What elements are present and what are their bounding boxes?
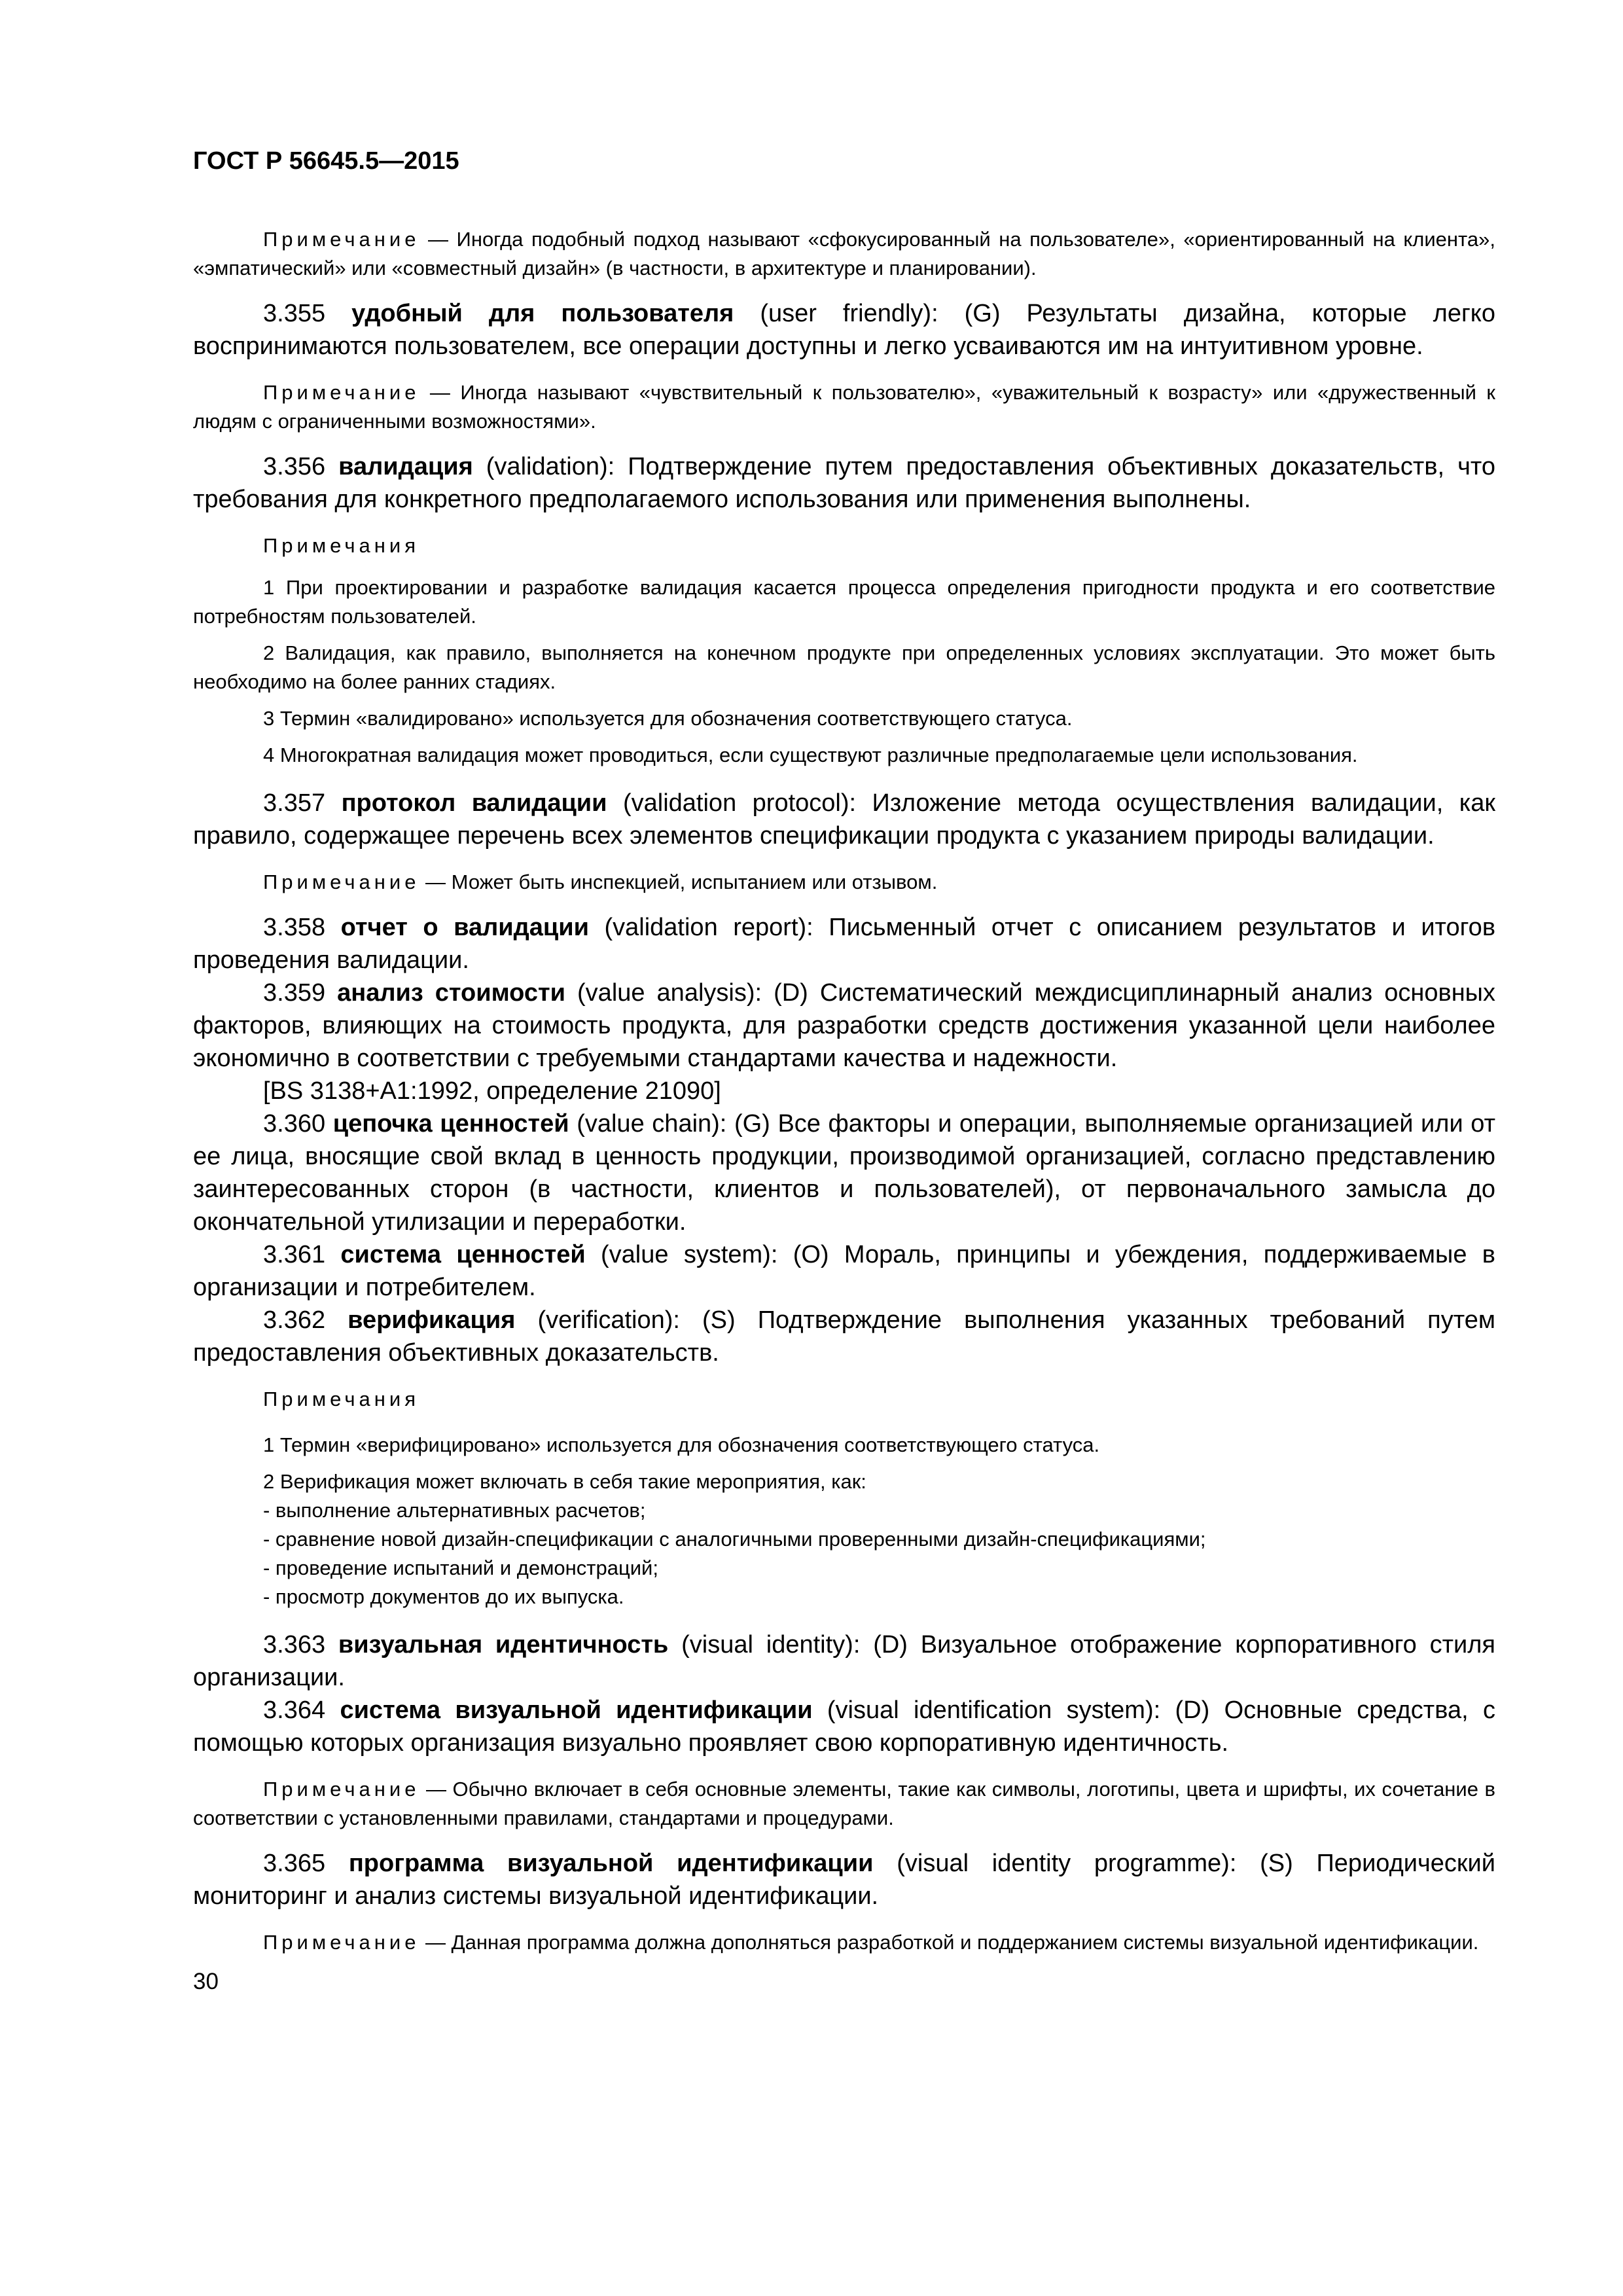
entry-definition: (validation protocol): Изложение метода осуществления валидации, как правило, содержащее перечень всех элементов спецификации продукта с указанием природы валидации.: [193, 789, 1495, 850]
note-355: [193, 378, 1495, 436]
entry-3-361: [193, 1238, 1495, 1304]
note-356-4: 4 Многократная валидация может проводиться, если существуют различные предполагаемые цели использования.: [263, 744, 1358, 766]
entry-term: удобный для пользователя: [351, 300, 734, 327]
entry-number: 3.364: [263, 1696, 340, 1724]
note-364: [193, 1775, 1495, 1833]
entry-definition: (value chain): (G) Все факторы и операции, выполняемые организацией или от ее лица, вносящие свой вклад в ценность продукции, производимой организацией, согласно представлению заинтересованных сторон (в частности, клиентов и пользователей), от первоначального замысла до окончательной утилизации и переработки.: [193, 1110, 1495, 1236]
note-label: Примечание: [263, 381, 420, 404]
notes-heading-362: [193, 1385, 1495, 1414]
entry-3-358: [193, 911, 1495, 977]
entry-definition: (visual identity): (D) Визуальное отображение корпоративного стиля организации.: [193, 1631, 1496, 1691]
entry-definition: (visual identification system): (D) Основные средства, с помощью которых организация визуально проявляет свою корпоративную идентичность.: [193, 1696, 1495, 1757]
entry-3-360: [193, 1107, 1495, 1238]
entry-term: верификация: [348, 1306, 516, 1334]
dash-item: - проведение испытаний и демонстраций;: [263, 1556, 658, 1579]
note-text: — Может быть инспекцией, испытанием или отзывом.: [419, 870, 938, 893]
note-362-1: 1 Термин «верифицировано» используется для обозначения соответствующего статуса.: [263, 1433, 1100, 1456]
entry-3-365: [193, 1847, 1495, 1912]
note-label: Примечание: [263, 1931, 420, 1954]
page-number: 30: [193, 1969, 219, 1994]
entry-number: 3.363: [263, 1631, 338, 1659]
entry-number: 3.356: [263, 453, 339, 480]
notes-label: Примечания: [263, 534, 419, 557]
note-label: Примечание: [263, 1778, 420, 1801]
note-356-1: 1 При проектировании и разработке валидация касается процесса определения пригодности продукта и его соответствие потребностям пользователей.: [193, 576, 1495, 628]
entry-term: валидация: [338, 453, 473, 480]
note-354: [193, 225, 1495, 283]
entry-definition: (visual identity programme): (S) Периодический мониторинг и анализ системы визуальной идентификации.: [193, 1850, 1495, 1910]
note-label: Примечание: [263, 870, 420, 893]
entry-definition: (validation): Подтверждение путем предоставления объективных доказательств, что требования для конкретного предполагаемого использования или применения выполнены.: [193, 453, 1495, 513]
note-356-3: 3 Термин «валидировано» используется для обозначения соответствующего статуса.: [263, 707, 1073, 730]
entry-term: визуальная идентичность: [338, 1631, 669, 1659]
note-text: — Данная программа должна дополняться разработкой и поддержанием системы визуальной идентификации.: [419, 1931, 1479, 1954]
document-header: ГОСТ Р 56645.5—2015: [193, 147, 459, 175]
note-text: — Иногда подобный подход называют «сфокусированный на пользователе», «ориентированный на клиента», «эмпатический» или «совместный дизайн» (в частности, в архитектуре и планировании).: [193, 228, 1495, 279]
entry-definition: (value system): (O) Мораль, принципы и убеждения, поддерживаемые в организации и потребителем.: [193, 1241, 1495, 1301]
document-page: [193, 144, 1495, 1998]
note-357: [193, 868, 1495, 897]
entry-3-364: [193, 1694, 1495, 1759]
entry-number: 3.355: [263, 300, 352, 327]
entry-number: 3.360: [263, 1110, 333, 1138]
entry-term: цепочка ценностей: [332, 1110, 569, 1138]
entry-term: протокол валидации: [341, 789, 607, 817]
entry-number: 3.362: [263, 1306, 348, 1334]
entry-3-355: [193, 297, 1495, 363]
note-text: — Иногда называют «чувствительный к пользователю», «уважительный к возрасту» или «дружественный к людям с ограниченными возможностями».: [193, 381, 1495, 433]
entry-term: система ценностей: [340, 1241, 586, 1268]
entry-number: 3.357: [263, 789, 342, 817]
entry-term: система визуальной идентификации: [340, 1696, 813, 1724]
entry-definition: (user friendly): (G) Результаты дизайна, которые легко воспринимаются пользователем, все операции доступны и легко усваиваются им на интуитивном уровне.: [193, 300, 1495, 360]
entry-3-356: [193, 450, 1495, 516]
entry-3-359: [193, 977, 1495, 1075]
reference-3-359: [BS 3138+A1:1992, определение 21090]: [263, 1077, 721, 1105]
note-365: [193, 1928, 1495, 1957]
note-label: Примечание: [263, 228, 420, 251]
entry-term: программа визуальной идентификации: [348, 1850, 874, 1877]
entry-definition: (value analysis): (D) Систематический междисциплинарный анализ основных факторов, влияющих на стоимость продукта, для разработки средств достижения указанной цели наиболее экономично в соответствии с требуемыми стандартами качества и надежности.: [193, 979, 1495, 1072]
entry-number: 3.358: [263, 914, 341, 941]
dash-item: - выполнение альтернативных расчетов;: [263, 1499, 646, 1522]
note-362-2: 2 Верификация может включать в себя такие мероприятия, как:: [263, 1470, 866, 1493]
note-text: — Обычно включает в себя основные элементы, такие как символы, логотипы, цвета и шрифты, их сочетание в соответствии с установленными правилами, стандартами и процедурами.: [193, 1778, 1495, 1829]
entry-definition: (validation report): Письменный отчет с описанием результатов и итогов проведения валидации.: [193, 914, 1496, 974]
notes-heading-356: [193, 531, 1495, 560]
entry-3-362: [193, 1304, 1495, 1369]
entry-term: анализ стоимости: [337, 979, 565, 1007]
entry-3-363: [193, 1628, 1495, 1694]
entry-number: 3.361: [263, 1241, 341, 1268]
dash-item: - сравнение новой дизайн-спецификации с аналогичными проверенными дизайн-спецификациями;: [263, 1528, 1206, 1551]
entry-term: отчет о валидации: [340, 914, 589, 941]
dash-item: - просмотр документов до их выпуска.: [263, 1585, 624, 1608]
entry-number: 3.365: [263, 1850, 349, 1877]
entry-number: 3.359: [263, 979, 338, 1007]
note-356-2: 2 Валидация, как правило, выполняется на конечном продукте при определенных условиях эксплуатации. Это может быть необходимо на более ранних стадиях.: [193, 641, 1495, 693]
entry-3-357: [193, 787, 1495, 852]
notes-label: Примечания: [263, 1388, 419, 1410]
entry-definition: (verification): (S) Подтверждение выполнения указанных требований путем предоставления объективных доказательств.: [193, 1306, 1495, 1367]
